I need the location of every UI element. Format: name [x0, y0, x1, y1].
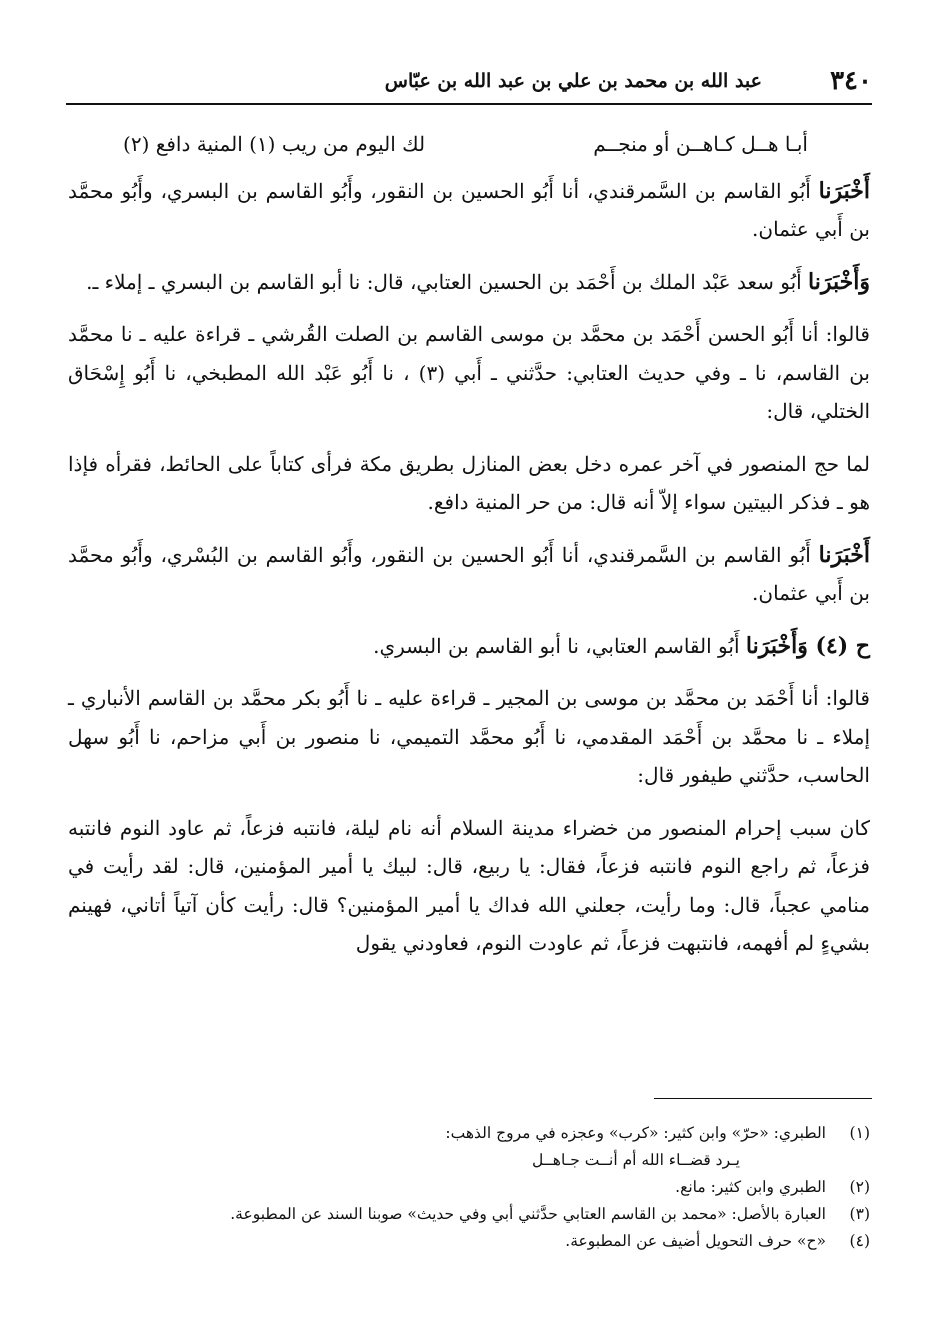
paragraph — [68, 536, 870, 613]
paragraph-text: كان سبب إحرام المنصور من خضراء مدينة السلام أنه نام ليلة، فانتبه فزعاً، ثم عاود النوم فانتبه فزعاً، ثم راجع النوم فانتبه فزعاً، فقال: يا ربيع، قال: لبيك يا أمير المؤمنين، قال: لقد رأيت في منامي عجباً، قال: وما رأيت، جعلني الله فداك يا أمير المؤمنين؟ قال: رأيت كأن آتياً أتاني، فهينم بشيءٍ لم أفهمه، فانتبهت فزعاً، ثم عاودت النوم، فعاودني يقول — [68, 815, 870, 955]
running-title: عبد الله بن محمد بن علي بن عبد الله بن عبّاس — [384, 70, 762, 92]
paragraph — [68, 172, 870, 249]
paragraph-text: أَبُو القاسم بن السَّمرقندي، أنا أَبُو الحسين بن النقور، وأَبُو القاسم بن البُسْري، وأَبُو محمَّد بن أَبي عثمان. — [68, 542, 870, 605]
paragraph — [68, 627, 870, 666]
hemistich-left: لك اليوم من ريب (١) المنية دافع (٢) — [123, 132, 426, 156]
paragraph-lead: أَخْبَرَنا — [818, 177, 870, 204]
main-text — [68, 125, 870, 977]
paragraph-text: لما حج المنصور في آخر عمره دخل بعض المنازل بطريق مكة فرأى كتاباً على الحائط، فقرأه فإذا هو ـ فذكر البيتين سواء إلاّ أنه قال: من حر المنية دافع. — [68, 451, 870, 514]
paragraph-text: أَبُو القاسم بن السَّمرقندي، أنا أَبُو الحسين بن النقور، وأَبُو القاسم بن البسري، وأَبُو محمَّد بن أَبي عثمان. — [68, 178, 870, 241]
footnote-number: (٣) — [849, 1205, 870, 1223]
paragraph-text: أَبُو سعد عَبْد الملك بن أَحْمَد بن الحسين العتابي، قال: نا أبو القاسم بن البسري ـ إملاء ـ. — [86, 269, 809, 294]
page-number: ٣٤٠ — [830, 66, 872, 96]
footnote-text: الطبري: «حرّ» وابن كثير: «كرب» وعجزه في مروج الذهب: — [445, 1124, 826, 1142]
footnote-text: «ح» حرف التحويل أضيف عن المطبوعة. — [565, 1232, 826, 1250]
footnote-number: (٢) — [849, 1178, 870, 1196]
header-rule — [66, 103, 872, 105]
footnote-text: الطبري وابن كثير: مانع. — [675, 1178, 826, 1196]
paragraph-lead: أَخْبَرَنا — [818, 541, 870, 568]
footnote-number: (١) — [849, 1124, 870, 1142]
footnote — [70, 1228, 870, 1255]
hemistich-right: أبـا هــل كـاهــن أو منجــم — [593, 132, 808, 156]
paragraph — [68, 809, 870, 963]
paragraph — [68, 315, 870, 431]
footnote — [70, 1120, 870, 1147]
paragraph-text: قالوا: أنا أَحْمَد بن محمَّد بن موسى بن المجير ـ قراءة عليه ـ نا أَبُو بكر محمَّد بن القاسم الأنباري ـ إملاء ـ نا محمَّد بن أَحْمَد المقدمي، نا أَبُو محمَّد التميمي، نا منصور بن أَبي مزاحم، نا أَبُو سهل الحاسب، حدَّثني طيفور قال: — [68, 686, 870, 787]
footnote — [70, 1174, 870, 1201]
paragraph — [68, 679, 870, 795]
footnote-text: العبارة بالأصل: «محمد بن القاسم العتابي حدَّثني أبي وفي حديث» صوبنا السند عن المطبوعة. — [230, 1205, 826, 1223]
paragraph-lead: ح (٤) وَأَخْبَرَنا — [745, 632, 870, 659]
paragraph — [68, 263, 870, 302]
paragraph-text: أَبُو القاسم العتابي، نا أبو القاسم بن البسري. — [373, 633, 746, 658]
footnotes — [70, 1120, 870, 1255]
footnote-verse: يـرد قضــاء الله أم أنــت جـاهــل — [531, 1151, 740, 1169]
poem-verse — [68, 125, 870, 164]
paragraph-text: قالوا: أنا أَبُو الحسن أَحْمَد بن محمَّد بن موسى القاسم بن الصلت القُرشي ـ قراءة عليه ـ نا محمَّد بن القاسم، نا ـ وفي حديث العتابي: حدَّثني ـ أَبي (٣) ، نا أَبُو عَبْد الله المطبخي، نا أَبُو إِسْحَاق الختلي، قال: — [68, 322, 870, 423]
paragraph — [68, 445, 870, 522]
footnote-rule — [654, 1098, 872, 1099]
footnote-number: (٤) — [849, 1232, 870, 1250]
page-header — [66, 62, 872, 102]
footnote — [70, 1201, 870, 1228]
paragraph-lead: وَأَخْبَرَنا — [808, 268, 870, 295]
